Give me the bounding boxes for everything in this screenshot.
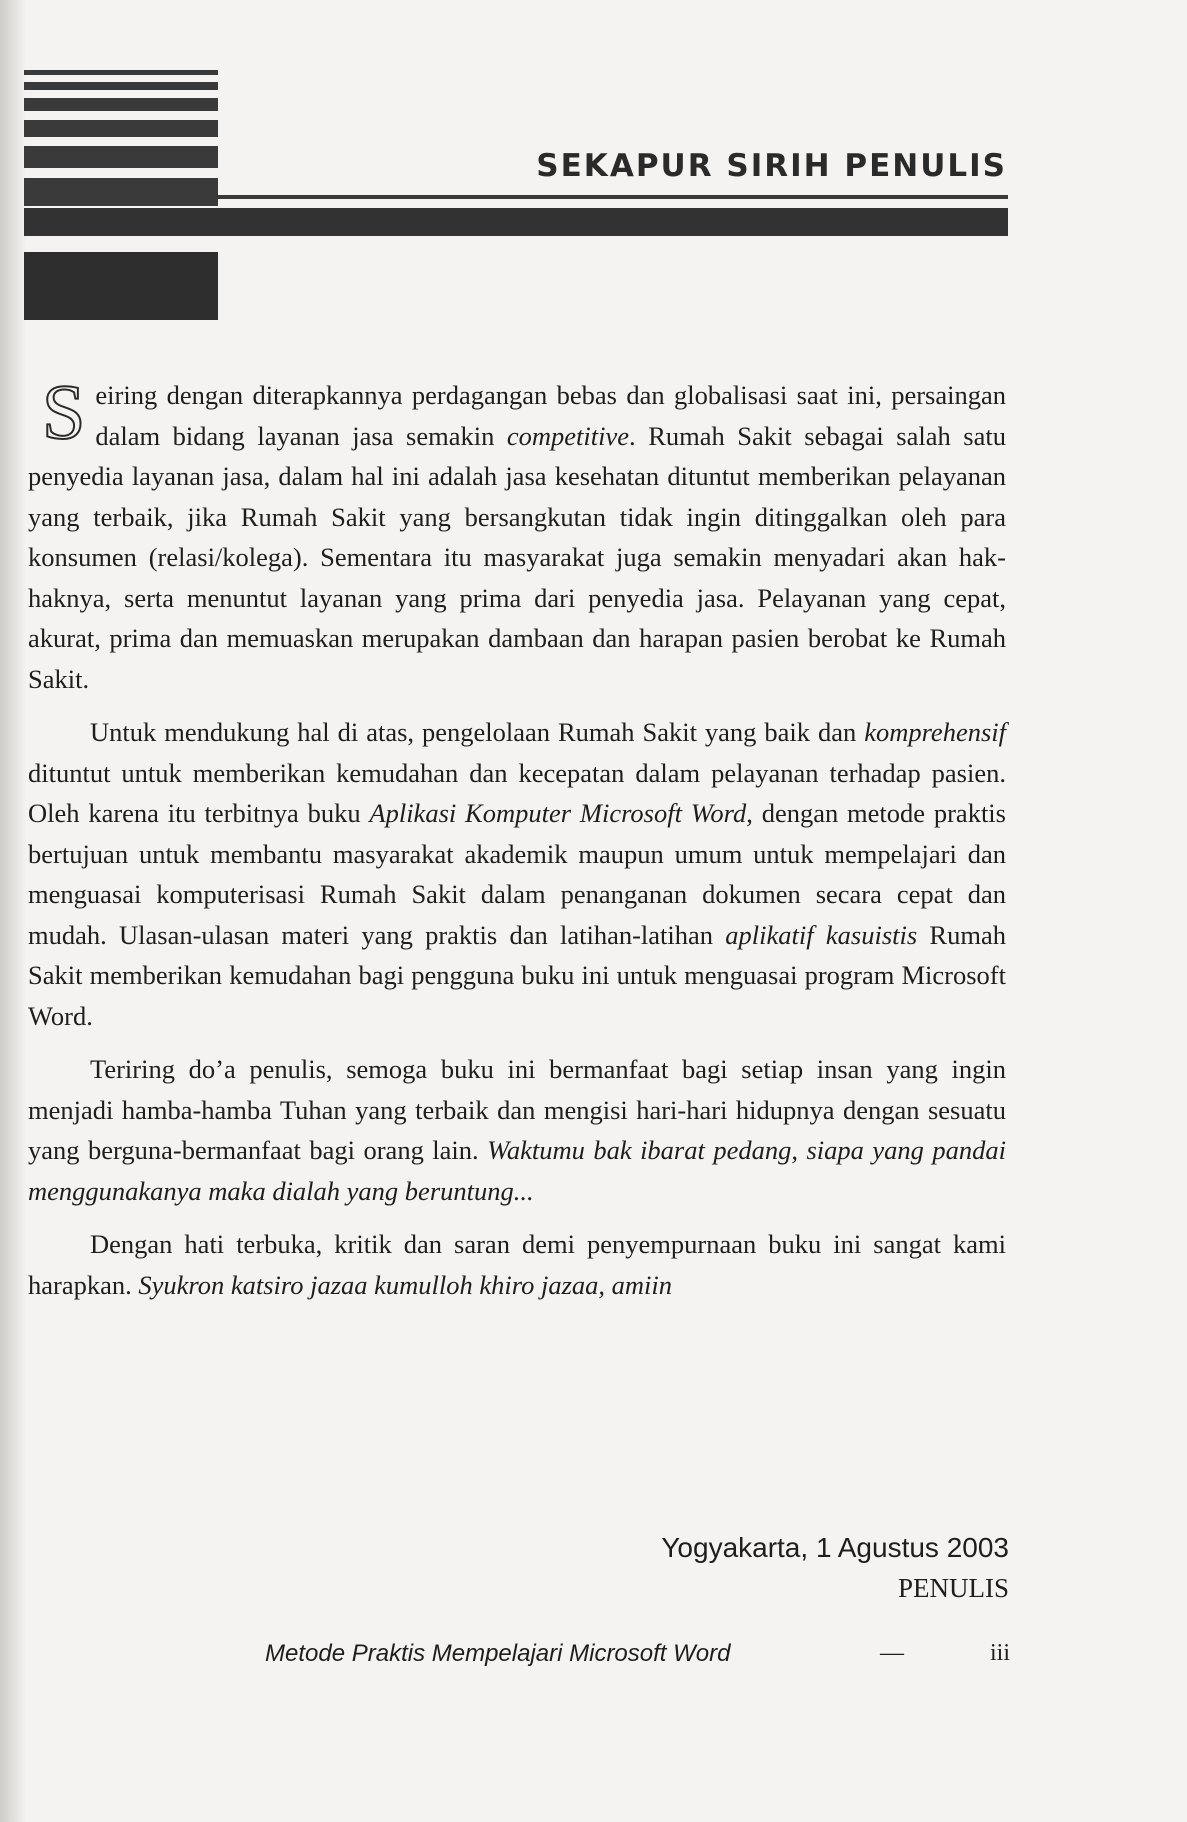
page-edge-shadow [0, 0, 26, 1822]
italic-run: Waktumu bak ibarat pedang, siapa yang pandai menggunakanya maka dialah yang beruntung... [28, 1135, 1007, 1206]
paragraph-1-text [28, 368, 1006, 694]
italic-run: competitive [506, 420, 630, 451]
italic-run: Aplikasi Komputer Microsoft Word [369, 798, 747, 828]
header-stripe [24, 178, 218, 206]
text-run: Rumah Sakit memberikan kemudahan bagi pengguna buku ini untuk menguasai program Microsoft Word. [28, 919, 1006, 1031]
page-title: SEKAPUR SIRIH PENULIS [536, 148, 1007, 184]
text-run: . Rumah Sakit sebagai salah satu penyedia layanan jasa, dalam hal ini adalah jasa kesehatan dituntut memberikan pelayanan yang terbaik, jika Rumah Sakit yang bersangkutan tidak ingin ditinggalkan oleh para konsumen (relasi/kolega). Sementara itu masyarakat juga semakin menyadari akan hak-haknya, serta menuntut layanan yang prima dari penyedia jasa. Pelayanan yang cepat, akurat, prima dan memuaskan merupakan dambaan dan harapan pasien berobat ke Rumah Sakit. [28, 420, 1006, 694]
preface-body [28, 368, 1007, 1318]
header-rule-thick [218, 208, 1008, 236]
header-stripe [24, 82, 218, 90]
text-run: Untuk mendukung hal di atas, pengelolaan Rumah Sakit yang baik dan [90, 717, 865, 747]
drop-cap: S [42, 368, 86, 455]
italic-run: komprehensif [864, 717, 1006, 747]
text-run: Dengan hati terbuka, kritik dan saran demi penyempurnaan buku ini sangat kami harapkan. [28, 1229, 1006, 1300]
paragraph-3 [28, 1049, 1006, 1211]
paragraph-1 [28, 368, 1006, 699]
text-run: , dengan metode praktis bertujuan untuk membantu masyarakat akademik maupun umum untuk mempelajari dan menguasai komputerisasi Rumah Sakit dalam penanganan dokumen secara cepat dan mudah. Ulasan-ulasan materi yang praktis dan latihan-latihan [28, 798, 1006, 950]
header-stripe [24, 208, 218, 236]
header-stripe [24, 146, 218, 168]
header-rule-thin [218, 195, 1008, 199]
paragraph-2 [28, 712, 1006, 1036]
header-stripe [24, 120, 218, 137]
header-block [24, 252, 218, 320]
header-stripe [24, 70, 218, 75]
text-run: Teriring do’a penulis, semoga buku ini bermanfaat bagi setiap insan yang ingin menjadi hamba-hamba Tuhan yang terbaik dan mengisi hari-hari hidupnya dengan sesuatu yang berguna-bermanfaat bagi orang lain. [28, 1054, 1006, 1165]
italic-run: aplikatif kasuistis [725, 919, 918, 950]
place-date: Yogyakarta, 1 Agustus 2003 [661, 1532, 1009, 1563]
signature-block [661, 1528, 1009, 1608]
header-stripe [24, 98, 218, 111]
author-label: PENULIS [897, 1573, 1009, 1603]
paragraph-4 [28, 1224, 1006, 1305]
footer-dash: — [880, 1640, 904, 1666]
text-run: eiring dengan diterapkannya perdagangan bebas dan globalisasi saat ini, persaingan dalam bidang layanan jasa semakin [95, 380, 1006, 451]
running-footer-title: Metode Praktis Mempelajari Microsoft Word [265, 1640, 731, 1667]
page-number: iii [989, 1640, 1010, 1666]
italic-run: Syukron katsiro jazaa kumulloh khiro jazaa, amiin [138, 1269, 673, 1300]
text-run: dituntut untuk memberikan kemudahan dan kecepatan dalam pelayanan terhadap pasien. Oleh karena itu terbitnya buku [28, 757, 1006, 828]
